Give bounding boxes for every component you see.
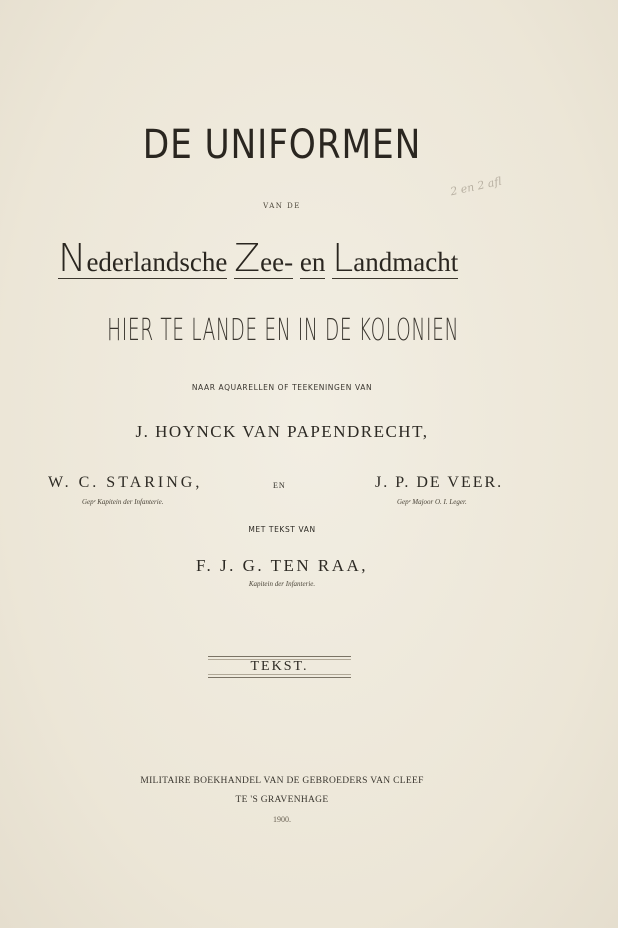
naar-aquarellen-text: NAAR AQUARELLEN OF TEEKENINGEN VAN	[191, 383, 373, 392]
subtitle-word-en: en	[299, 247, 326, 277]
artist-main-name: J. HOYNCK VAN PAPENDRECHT,	[135, 422, 429, 441]
author-rank: Kapitein der Infanterie.	[248, 580, 316, 588]
van-de-text: VAN DE	[263, 202, 301, 210]
publisher-name: MILITAIRE BOEKHANDEL VAN DE GEBROEDERS VAN CLEEF	[140, 776, 424, 786]
author-name: F. J. G. TEN RAA,	[195, 556, 369, 575]
publication-year: 1900.	[273, 815, 291, 824]
artist-left-rank: Gepᵉ Kapitein der Infanterie.	[82, 498, 164, 506]
artist-right-rank: Gepᵉ Majoor O. I. Leger.	[397, 498, 467, 506]
hier-te-lande-heading: HIER TE LANDE EN IN DE KOLONIEN	[107, 313, 459, 348]
publisher-city: TE 'S GRAVENHAGE	[235, 795, 329, 805]
subtitle-word-landmacht: Landmacht	[332, 236, 459, 280]
subtitle-word-zee: Zee-	[234, 236, 294, 280]
book-title: DE UNIFORMEN	[142, 122, 422, 168]
met-tekst-van: MET TEKST VAN	[248, 525, 316, 534]
artist-right-name: J. P. DE VEER.	[375, 474, 504, 491]
artist-left-name: W. C. STARING,	[48, 474, 203, 491]
volume-label: TEKST.	[250, 659, 309, 674]
conjunction-en: EN	[273, 481, 286, 490]
subtitle-word-nederlandsche: Nederlandsche	[58, 236, 228, 280]
subtitle-nederlandsche-zee-en-landmacht	[58, 236, 458, 280]
pencil-annotation: 2 en 2 afl	[449, 174, 503, 199]
